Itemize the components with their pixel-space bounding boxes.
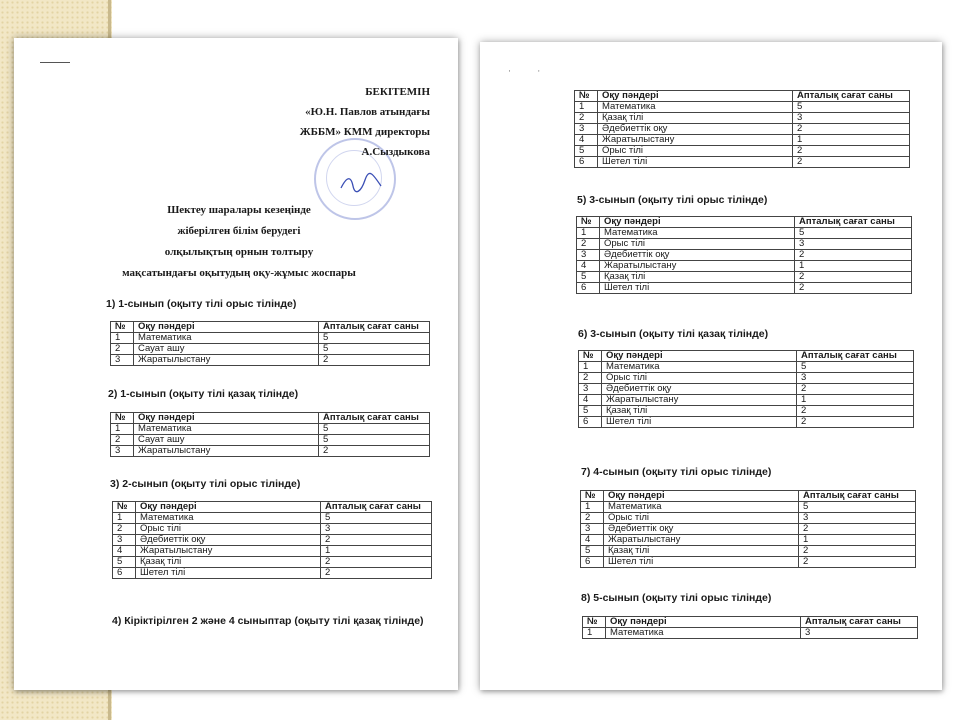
cell-hours: 2 xyxy=(795,272,912,283)
cell-hours: 2 xyxy=(319,355,430,366)
cell-hours: 2 xyxy=(797,406,914,417)
cell-hours: 3 xyxy=(797,373,914,384)
header-num: № xyxy=(581,491,604,502)
cell-num: 1 xyxy=(577,228,600,239)
cell-num: 3 xyxy=(113,535,136,546)
table-row xyxy=(111,446,430,457)
cell-hours: 3 xyxy=(793,113,910,124)
cell-num: 5 xyxy=(577,272,600,283)
cell-subject: Жаратылыстану xyxy=(136,546,321,557)
table-row xyxy=(577,239,912,250)
approval-title: БЕКІТЕМІН xyxy=(365,86,430,98)
header-hours: Апталық сағат саны xyxy=(795,217,912,228)
cell-num: 6 xyxy=(577,283,600,294)
cell-num: 1 xyxy=(113,513,136,524)
header-subject: Оқу пәндері xyxy=(134,413,319,424)
table-row xyxy=(113,513,432,524)
cell-hours: 3 xyxy=(795,239,912,250)
table-row xyxy=(575,146,910,157)
cell-subject: Жаратылыстану xyxy=(604,535,799,546)
cell-hours: 3 xyxy=(801,628,918,639)
table-header-row xyxy=(581,491,916,502)
header-hours: Апталық сағат саны xyxy=(319,413,430,424)
cell-subject: Математика xyxy=(136,513,321,524)
cell-subject: Сауат ашу xyxy=(134,344,319,355)
header-subject: Оқу пәндері xyxy=(606,617,801,628)
cell-subject: Жаратылыстану xyxy=(134,355,319,366)
cell-hours: 1 xyxy=(799,535,916,546)
table-row xyxy=(581,535,916,546)
approval-line-1: «Ю.Н. Павлов атындағы xyxy=(305,106,430,118)
cell-subject: Қазақ тілі xyxy=(600,272,795,283)
cell-hours: 5 xyxy=(319,344,430,355)
cell-hours: 1 xyxy=(797,395,914,406)
cell-subject: Жаратылыстану xyxy=(598,135,793,146)
table-header-row xyxy=(577,217,912,228)
table-header-row xyxy=(113,502,432,513)
cell-hours: 5 xyxy=(321,513,432,524)
table-row xyxy=(581,524,916,535)
cell-subject: Математика xyxy=(134,333,319,344)
cell-num: 2 xyxy=(577,239,600,250)
signature xyxy=(339,172,383,194)
cell-subject: Математика xyxy=(600,228,795,239)
cell-num: 2 xyxy=(111,435,134,446)
title-line: мақсатындағы оқытудың оқу-жұмыс жоспары xyxy=(122,267,356,279)
table-row xyxy=(575,135,910,146)
cell-num: 3 xyxy=(579,384,602,395)
cell-num: 1 xyxy=(575,102,598,113)
cell-hours: 2 xyxy=(799,524,916,535)
table-row xyxy=(577,272,912,283)
table-row xyxy=(579,384,914,395)
table-row xyxy=(577,250,912,261)
cell-num: 4 xyxy=(579,395,602,406)
table-header-row xyxy=(111,413,430,424)
cell-subject: Жаратылыстану xyxy=(602,395,797,406)
section-heading: 3) 2-сынып (оқыту тілі орыс тілінде) xyxy=(110,478,301,490)
table-row xyxy=(577,228,912,239)
cell-subject: Қазақ тілі xyxy=(604,546,799,557)
cell-subject: Математика xyxy=(604,502,799,513)
cell-hours: 5 xyxy=(797,362,914,373)
table-header-row xyxy=(111,322,430,333)
cell-num: 2 xyxy=(113,524,136,535)
header-hours: Апталық сағат саны xyxy=(793,91,910,102)
table-row xyxy=(581,546,916,557)
header-num: № xyxy=(111,322,134,333)
cell-num: 4 xyxy=(113,546,136,557)
cell-subject: Әдебиеттік оқу xyxy=(600,250,795,261)
title-line: жіберілген білім берудегі xyxy=(177,225,301,237)
cell-subject: Математика xyxy=(606,628,801,639)
table-row xyxy=(577,261,912,272)
section-heading: 4) Кіріктірілген 2 және 4 сыныптар (оқыту тілі қазақ тілінде) xyxy=(112,615,424,627)
title-line: олқылықтың орнын толтыру xyxy=(164,246,314,258)
cell-num: 3 xyxy=(577,250,600,261)
table-row xyxy=(111,344,430,355)
table-row xyxy=(575,157,910,168)
cell-num: 2 xyxy=(581,513,604,524)
table-row xyxy=(579,417,914,428)
cell-hours: 1 xyxy=(795,261,912,272)
cell-num: 5 xyxy=(579,406,602,417)
cell-subject: Әдебиеттік оқу xyxy=(602,384,797,395)
cell-subject: Жаратылыстану xyxy=(600,261,795,272)
header-hours: Апталық сағат саны xyxy=(799,491,916,502)
subjects-table xyxy=(112,501,432,579)
cell-subject: Математика xyxy=(602,362,797,373)
cell-subject: Әдебиеттік оқу xyxy=(136,535,321,546)
subjects-table xyxy=(110,412,430,457)
table-row xyxy=(581,557,916,568)
cell-hours: 5 xyxy=(799,502,916,513)
table-row xyxy=(113,524,432,535)
cell-num: 1 xyxy=(111,333,134,344)
cell-hours: 5 xyxy=(795,228,912,239)
cell-subject: Қазақ тілі xyxy=(136,557,321,568)
cell-num: 6 xyxy=(579,417,602,428)
cell-subject: Шетел тілі xyxy=(602,417,797,428)
cell-subject: Әдебиеттік оқу xyxy=(604,524,799,535)
cell-subject: Орыс тілі xyxy=(136,524,321,535)
approval-line-2: ЖББМ» КММ директоры xyxy=(299,126,430,138)
table-row xyxy=(579,395,914,406)
section-heading: 5) 3-сынып (оқыту тілі орыс тілінде) xyxy=(577,194,768,206)
cell-num: 3 xyxy=(581,524,604,535)
table-row xyxy=(111,355,430,366)
table-row xyxy=(575,113,910,124)
subjects-table xyxy=(580,490,916,568)
header-hours: Апталық сағат саны xyxy=(321,502,432,513)
table-row xyxy=(113,557,432,568)
cell-subject: Шетел тілі xyxy=(136,568,321,579)
table-header-row xyxy=(583,617,918,628)
header-subject: Оқу пәндері xyxy=(600,217,795,228)
header-num: № xyxy=(577,217,600,228)
cell-hours: 5 xyxy=(793,102,910,113)
header-subject: Оқу пәндері xyxy=(604,491,799,502)
header-num: № xyxy=(583,617,606,628)
document-page-right xyxy=(480,42,942,690)
section-heading: 7) 4-сынып (оқыту тілі орыс тілінде) xyxy=(581,466,772,478)
cell-hours: 2 xyxy=(799,557,916,568)
cell-subject: Шетел тілі xyxy=(598,157,793,168)
cell-hours: 2 xyxy=(319,446,430,457)
cell-hours: 1 xyxy=(321,546,432,557)
approval-block xyxy=(300,82,430,162)
section-heading: 8) 5-сынып (оқыту тілі орыс тілінде) xyxy=(581,592,772,604)
cell-subject: Орыс тілі xyxy=(602,373,797,384)
cell-num: 2 xyxy=(111,344,134,355)
cell-subject: Әдебиеттік оқу xyxy=(598,124,793,135)
cell-subject: Орыс тілі xyxy=(600,239,795,250)
cell-num: 4 xyxy=(577,261,600,272)
section-heading: 1) 1-сынып (оқыту тілі орыс тілінде) xyxy=(106,298,297,310)
cell-hours: 1 xyxy=(793,135,910,146)
table-row xyxy=(111,435,430,446)
cell-hours: 3 xyxy=(799,513,916,524)
table-row xyxy=(111,424,430,435)
cell-subject: Орыс тілі xyxy=(598,146,793,157)
table-row xyxy=(111,333,430,344)
cell-num: 2 xyxy=(575,113,598,124)
cell-hours: 2 xyxy=(321,557,432,568)
cell-hours: 2 xyxy=(795,250,912,261)
cell-num: 6 xyxy=(113,568,136,579)
cell-num: 1 xyxy=(579,362,602,373)
header-hours: Апталық сағат саны xyxy=(801,617,918,628)
cell-num: 4 xyxy=(581,535,604,546)
header-hours: Апталық сағат саны xyxy=(319,322,430,333)
cell-subject: Орыс тілі xyxy=(604,513,799,524)
cell-subject: Сауат ашу xyxy=(134,435,319,446)
cell-subject: Математика xyxy=(134,424,319,435)
document-title xyxy=(74,200,404,284)
cell-hours: 2 xyxy=(795,283,912,294)
table-header-row xyxy=(579,351,914,362)
cell-subject: Қазақ тілі xyxy=(602,406,797,417)
header-subject: Оқу пәндері xyxy=(136,502,321,513)
cell-hours: 5 xyxy=(319,435,430,446)
cell-num: 3 xyxy=(111,446,134,457)
subjects-table xyxy=(578,350,914,428)
cell-hours: 2 xyxy=(321,535,432,546)
cell-hours: 2 xyxy=(793,146,910,157)
header-num: № xyxy=(579,351,602,362)
table-row xyxy=(113,546,432,557)
cell-num: 1 xyxy=(583,628,606,639)
table-row xyxy=(575,124,910,135)
title-line: Шектеу шаралары кезеңінде xyxy=(167,204,311,216)
cell-hours: 5 xyxy=(319,424,430,435)
cell-hours: 5 xyxy=(319,333,430,344)
subjects-table xyxy=(576,216,912,294)
header-num: № xyxy=(113,502,136,513)
subjects-table xyxy=(582,616,918,639)
header-num: № xyxy=(575,91,598,102)
cell-num: 5 xyxy=(113,557,136,568)
cell-subject: Шетел тілі xyxy=(604,557,799,568)
cell-num: 5 xyxy=(575,146,598,157)
cell-num: 3 xyxy=(111,355,134,366)
cell-num: 6 xyxy=(581,557,604,568)
cell-hours: 3 xyxy=(321,524,432,535)
cell-subject: Шетел тілі xyxy=(600,283,795,294)
cell-hours: 2 xyxy=(799,546,916,557)
document-page-left xyxy=(14,38,458,690)
subjects-table xyxy=(110,321,430,366)
cell-hours: 2 xyxy=(797,417,914,428)
table-row xyxy=(579,373,914,384)
header-num: № xyxy=(111,413,134,424)
header-subject: Оқу пәндері xyxy=(598,91,793,102)
cell-num: 2 xyxy=(579,373,602,384)
cell-hours: 2 xyxy=(793,157,910,168)
cell-subject: Жаратылыстану xyxy=(134,446,319,457)
cell-num: 1 xyxy=(111,424,134,435)
table-row xyxy=(579,406,914,417)
cell-hours: 2 xyxy=(793,124,910,135)
header-subject: Оқу пәндері xyxy=(602,351,797,362)
cell-hours: 2 xyxy=(797,384,914,395)
approval-signatory: А.Сыздыкова xyxy=(361,146,430,158)
cell-subject: Қазақ тілі xyxy=(598,113,793,124)
section-heading: 6) 3-сынып (оқыту тілі қазақ тілінде) xyxy=(578,328,769,340)
header-subject: Оқу пәндері xyxy=(134,322,319,333)
table-row xyxy=(579,362,914,373)
header-hours: Апталық сағат саны xyxy=(797,351,914,362)
cell-hours: 2 xyxy=(321,568,432,579)
table-header-row xyxy=(575,91,910,102)
table-row xyxy=(581,502,916,513)
cell-num: 6 xyxy=(575,157,598,168)
table-row xyxy=(583,628,918,639)
section-heading: 2) 1-сынып (оқыту тілі қазақ тілінде) xyxy=(108,388,299,400)
subjects-table xyxy=(574,90,910,168)
cell-num: 4 xyxy=(575,135,598,146)
table-row xyxy=(581,513,916,524)
table-row xyxy=(575,102,910,113)
table-row xyxy=(113,535,432,546)
table-row xyxy=(577,283,912,294)
cell-subject: Математика xyxy=(598,102,793,113)
cell-num: 1 xyxy=(581,502,604,513)
scan-mark xyxy=(40,62,70,63)
cell-num: 3 xyxy=(575,124,598,135)
scan-dots: · · xyxy=(508,66,553,76)
table-row xyxy=(113,568,432,579)
cell-num: 5 xyxy=(581,546,604,557)
